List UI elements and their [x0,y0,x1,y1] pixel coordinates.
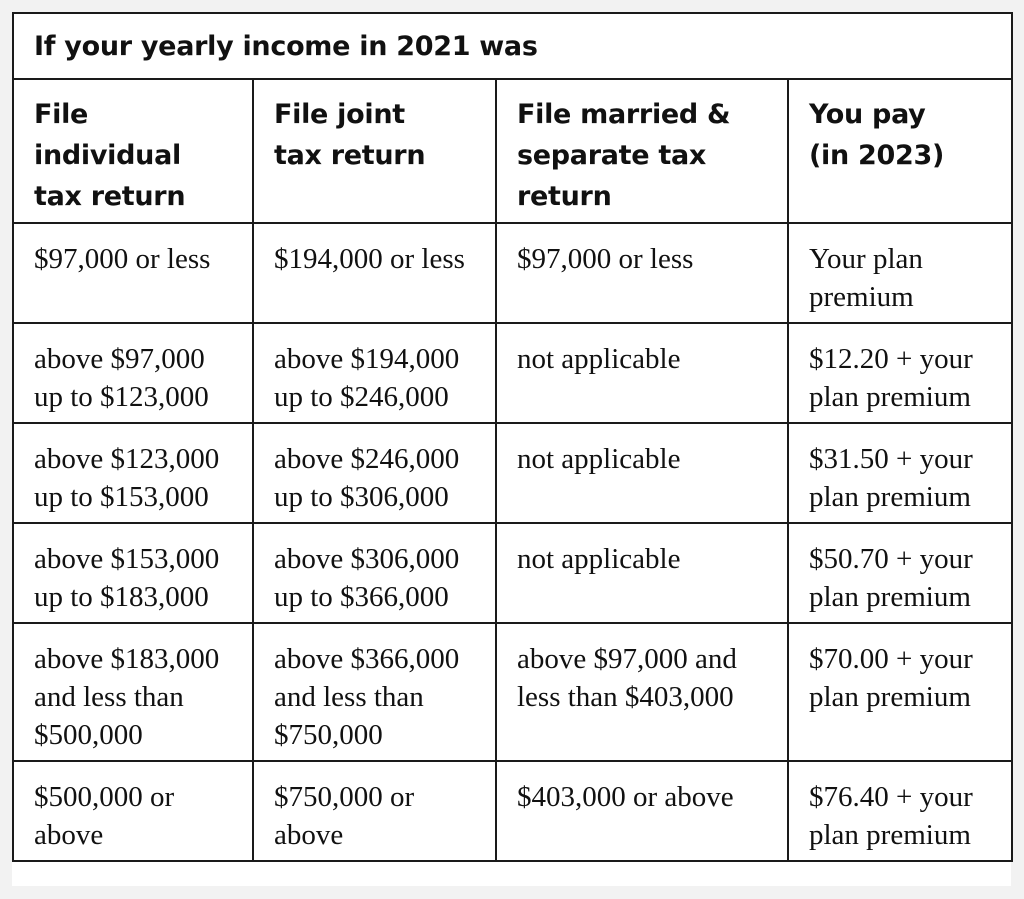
cell-individual: above $153,000 up to $183,000 [13,523,253,623]
cell-joint: above $194,000 up to $246,000 [253,323,496,423]
cell-you-pay: $76.40 + your plan premium [788,761,1012,861]
cell-individual: above $123,000 up to $153,000 [13,423,253,523]
cell-individual: $97,000 or less [13,223,253,323]
cell-married-separate: above $97,000 and less than $403,000 [496,623,788,761]
header-joint-text: File joint tax return [274,99,426,171]
table-row [13,423,1012,523]
table-row [13,223,1012,323]
header-you-pay-text: You pay (in 2023) [809,99,945,171]
header-individual-text: File individual tax return [34,99,186,212]
header-married-separate [496,79,788,223]
document-page [12,12,1011,886]
cell-individual: above $183,000 and less than $500,000 [13,623,253,761]
cell-you-pay: $12.20 + your plan premium [788,323,1012,423]
cell-married-separate: $403,000 or above [496,761,788,861]
cell-joint: $750,000 or above [253,761,496,861]
cell-you-pay: $31.50 + your plan premium [788,423,1012,523]
table-row [13,523,1012,623]
cell-married-separate: not applicable [496,523,788,623]
cell-individual: above $97,000 up to $123,000 [13,323,253,423]
cell-you-pay: $50.70 + your plan premium [788,523,1012,623]
cell-joint: above $366,000 and less than $750,000 [253,623,496,761]
cell-joint: above $306,000 up to $366,000 [253,523,496,623]
cell-you-pay: $70.00 + your plan premium [788,623,1012,761]
cell-joint: above $246,000 up to $306,000 [253,423,496,523]
cell-you-pay: Your plan premium [788,223,1012,323]
cell-married-separate: not applicable [496,423,788,523]
header-you-pay [788,79,1012,223]
header-married-separate-text: File married & separate tax return [517,99,731,212]
table-row [13,761,1012,861]
cell-married-separate: $97,000 or less [496,223,788,323]
table-row [13,323,1012,423]
cell-individual: $500,000 or above [13,761,253,861]
header-individual [13,79,253,223]
premium-table [12,12,1013,862]
header-joint [253,79,496,223]
table-title: If your yearly income in 2021 was [13,13,1012,79]
cell-joint: $194,000 or less [253,223,496,323]
table-row [13,623,1012,761]
cell-married-separate: not applicable [496,323,788,423]
